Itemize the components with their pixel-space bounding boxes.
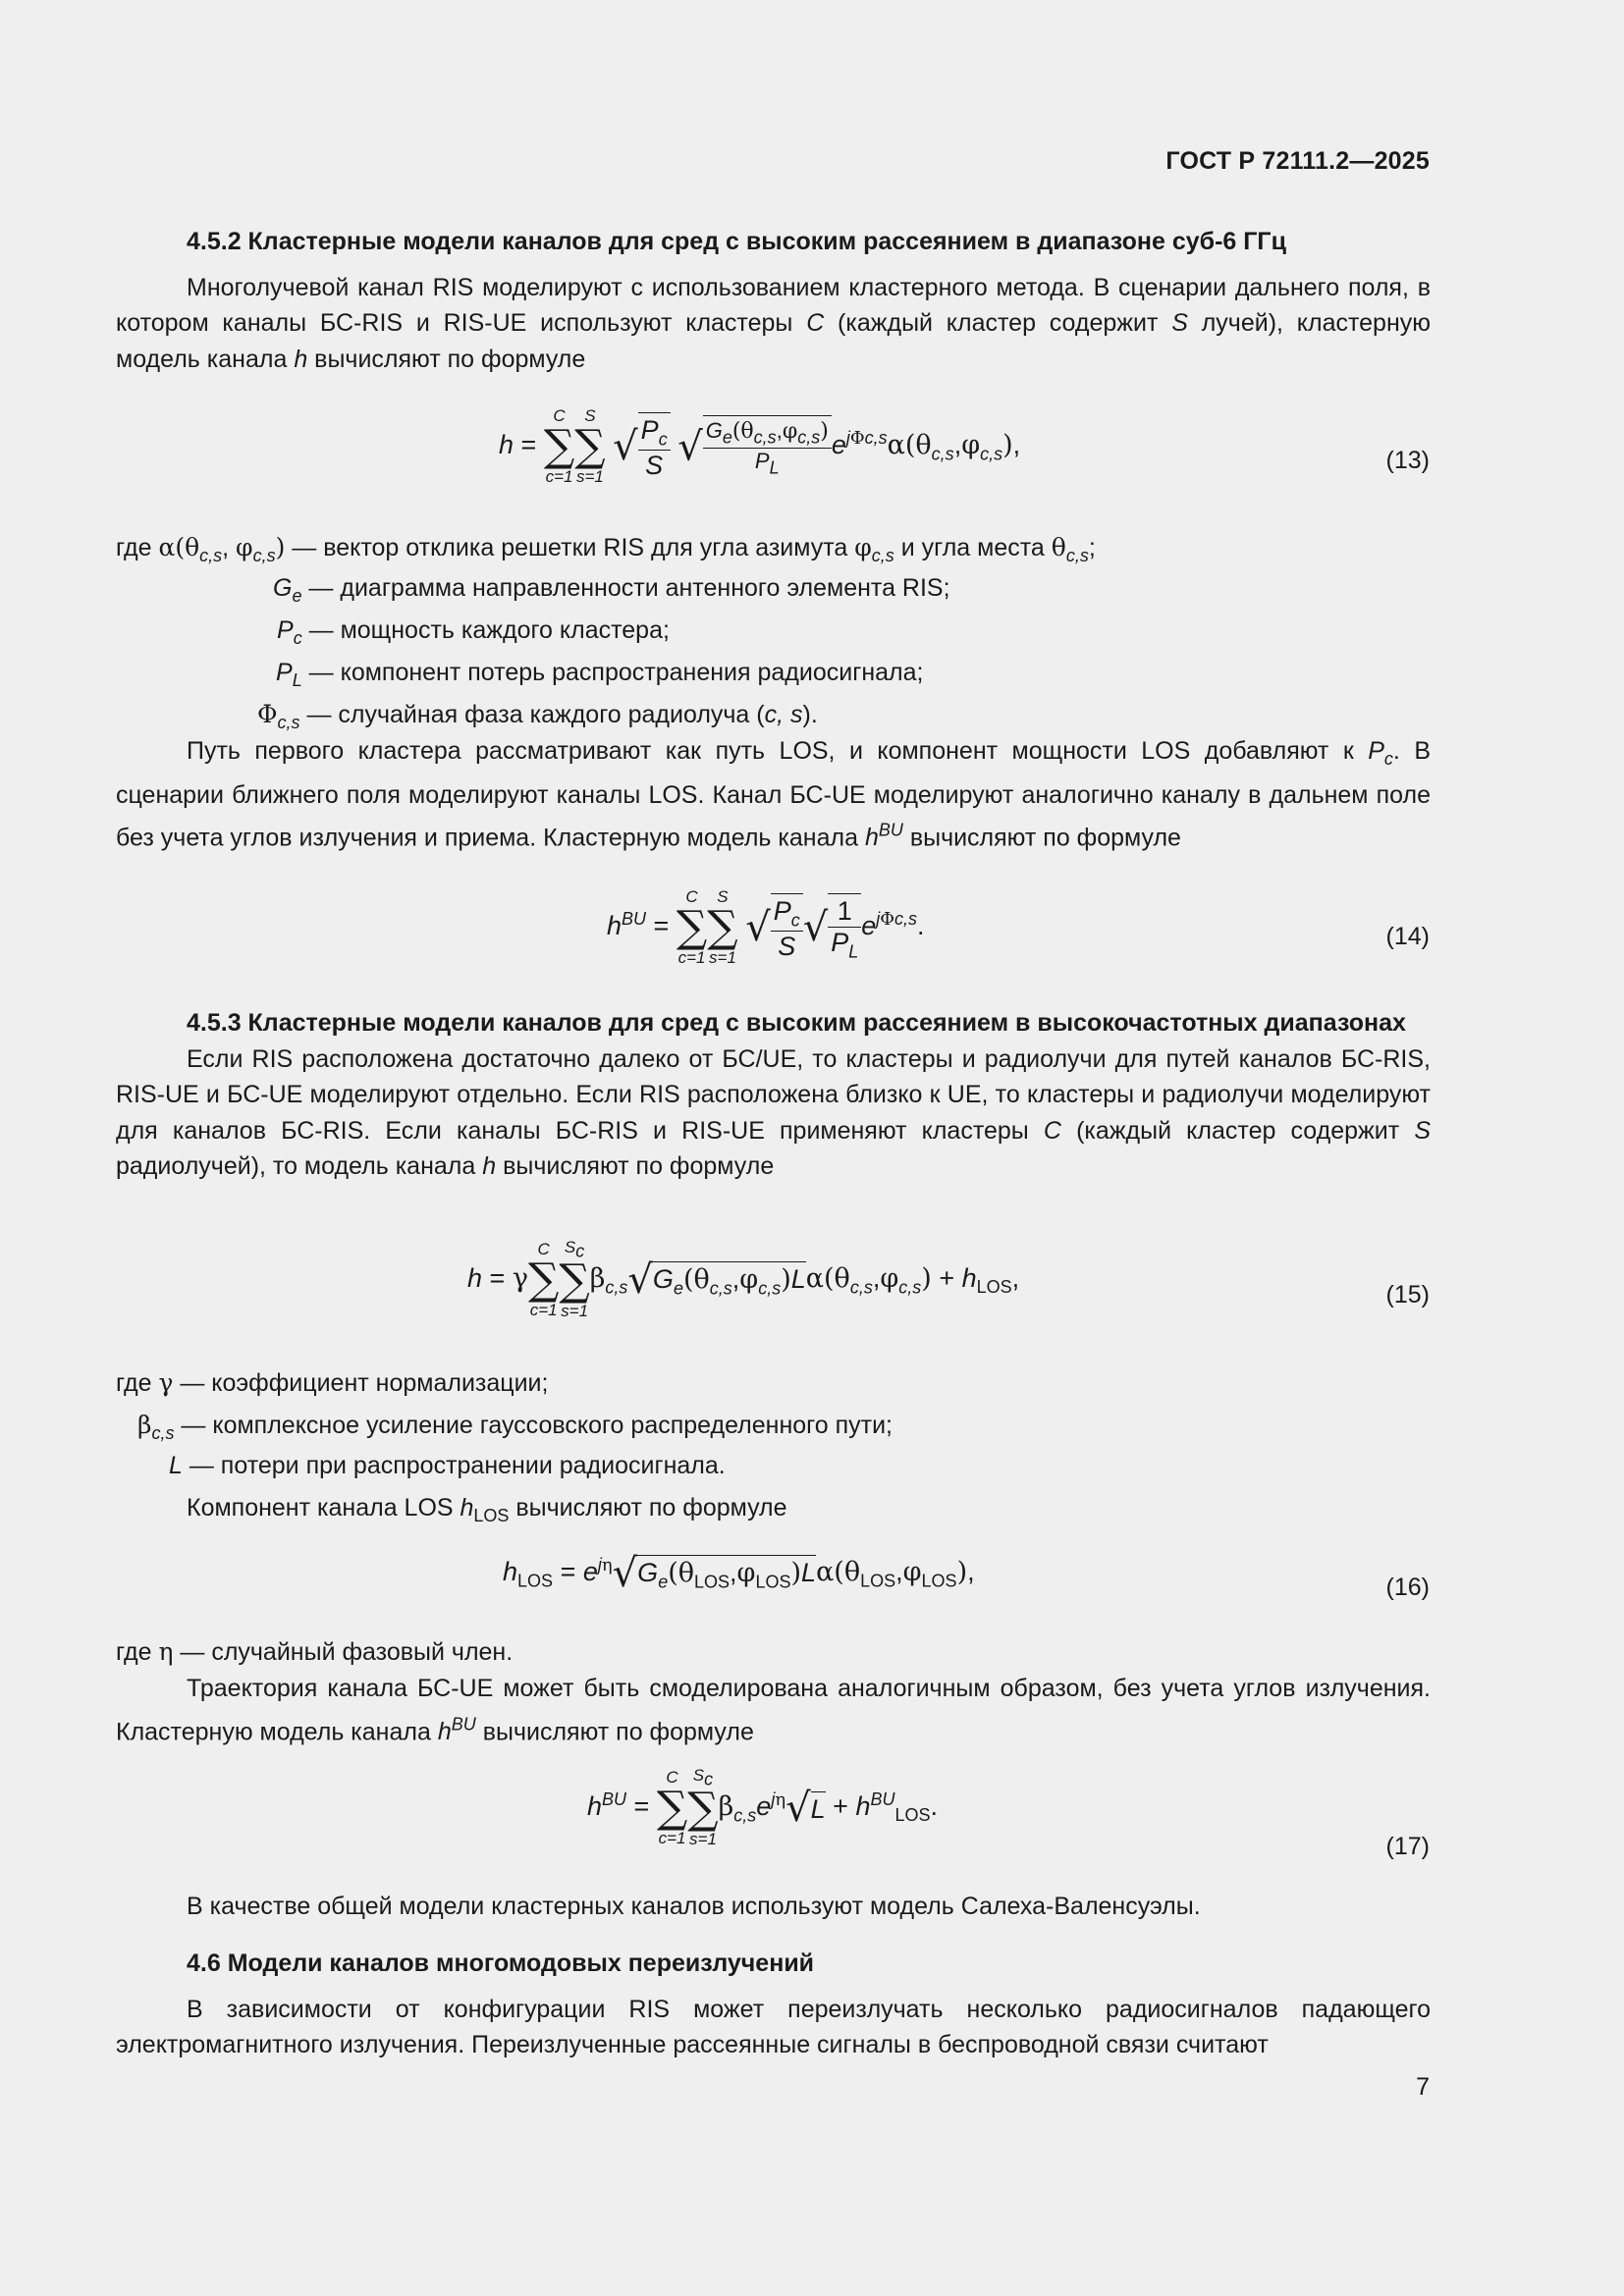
equation-number: (17)	[1385, 1833, 1430, 1860]
document-header: ГОСТ Р 72111.2—2025	[1165, 147, 1430, 175]
where-item: L — потери при распространении радиосигнала.	[169, 1452, 726, 1479]
where-item: где γ — коэффициент нормализации;	[116, 1368, 549, 1397]
equation-16: $h_{LOS} = e^{j\eta}√G_e(\theta_{LOS},\varphi_{LOS})L\alpha(\theta_{LOS},\varphi_{LOS})$,	[503, 1551, 975, 1596]
section-4-5-2	[116, 224, 1431, 377]
paragraph: Если RIS расположена достаточно далеко от БС/UE, то кластеры и радиолучи для путей каналов БС-RIS, RIS-UE и БС-UE моделируют отдельно. Если RIS расположена близко к UE, то кластеры и радиолучи моделируют для каналов БС-RIS. Если каналы БС-RIS и RIS-UE применяют кластеры C (каждый кластер содержит S радиолучей), то модель канала h вычисляют по формуле	[116, 1044, 1431, 1180]
section-4-5-3	[116, 1005, 1431, 1185]
page-number: 7	[1416, 2073, 1430, 2101]
paragraph-block	[116, 1671, 1431, 1749]
where-item: $P_L$ — компонент потерь распространения радиосигнала;	[276, 659, 924, 690]
equation-14: $h^{BU}$ = C ∑ c=1 S ∑ s=1 √ $\frac{P_c}{S}$ √ $\frac{1}{P_L}$ $e^{j\Phi c,s}$.	[607, 887, 925, 967]
equation-number: (14)	[1385, 923, 1430, 950]
equation-15: h = γ C ∑ c=1 $S_c$ ∑ s=1 $\beta_{c,s}√G_e(\theta_{c,s},\varphi_{c,s})L\alpha(\theta_{c,s},\varphi_{c,s}) + h_{LOS}$,	[467, 1238, 1020, 1321]
paragraph: В зависимости от конфигурации RIS может переизлучать несколько радиосигналов падающего электромагнитного излучения. Переизлученные рассеянные сигналы в беспроводной связи считают	[116, 1995, 1431, 2058]
paragraph: Траектория канала БС-UE может быть смоделирована аналогичным образом, без учета углов излучения. Кластерную модель канала $h^{BU}$ вычисляют по формуле	[116, 1675, 1431, 1745]
equation-number: (16)	[1385, 1574, 1430, 1601]
where-item: $\Phi_{c,s}$ — случайная фаза каждого радиолуча (c, s).	[257, 700, 818, 732]
section-4-6	[116, 1946, 1431, 2063]
equation-number: (13)	[1385, 447, 1430, 474]
paragraph-block	[116, 733, 1431, 856]
equation-number: (15)	[1385, 1281, 1430, 1308]
where-item: $\beta_{c,s}$ — комплексное усиление гауссовского распределенного пути;	[137, 1411, 893, 1443]
section-heading: 4.5.3 Кластерные модели каналов для сред с высоким рассеянием в высокочастотных диапазонах	[187, 1009, 1406, 1037]
section-heading: 4.5.2 Кластерные модели каналов для сред с высоким рассеянием в диапазоне суб-6 ГГц	[187, 228, 1286, 255]
equation-13: h = C ∑ c=1 S ∑ s=1 √ $\frac{P_c}{S}$ √ $\frac{G_e(\theta_{c,s},\varphi_{c,s})}{P_L}$ $e^{j\Phi c,s}\alpha(\theta_{c,s},\varphi_{c,s})$,	[499, 406, 1021, 486]
paragraph: Компонент канала LOS $h_{LOS}$ вычисляют по формуле	[187, 1494, 787, 1525]
where-item: $G_e$ — диаграмма направленности антенного элемента RIS;	[273, 574, 950, 606]
paragraph-block	[116, 1889, 1431, 1925]
where-item: где $\alpha(\theta_{c,s}$, $\varphi_{c,s}$) — вектор отклика решетки RIS для угла азимута $\varphi_{c,s}$ и угла места $\theta_{c,s}$;	[116, 533, 1096, 565]
equation-17: $h^{BU}$ = C ∑ c=1 $S_c$ ∑ s=1 $\beta_{c,s}e^{j\eta}√L + h^{BU}_{LOS}$.	[587, 1766, 939, 1849]
where-item: где η — случайный фазовый член.	[116, 1637, 514, 1666]
paragraph: В качестве общей модели кластерных каналов используют модель Салеха-Валенсуэлы.	[187, 1893, 1201, 1920]
paragraph: Многолучевой канал RIS моделируют с использованием кластерного метода. В сценарии дальнего поля, в котором каналы БС-RIS и RIS-UE используют кластеры C (каждый кластер содержит S лучей), кластерную модель канала h вычисляют по формуле	[116, 273, 1432, 373]
section-heading: 4.6 Модели каналов многомодовых переизлучений	[187, 1949, 815, 1977]
where-item: $P_c$ — мощность каждого кластера;	[277, 616, 670, 648]
paragraph: Путь первого кластера рассматривают как путь LOS, и компонент мощности LOS добавляют к $P_c$. В сценарии ближнего поля моделируют каналы LOS. Канал БС-UE моделируют аналогично каналу в дальнем поле без учета углов излучения и приема. Кластерную модель канала $h^{BU}$ вычисляют по формуле	[116, 737, 1431, 852]
